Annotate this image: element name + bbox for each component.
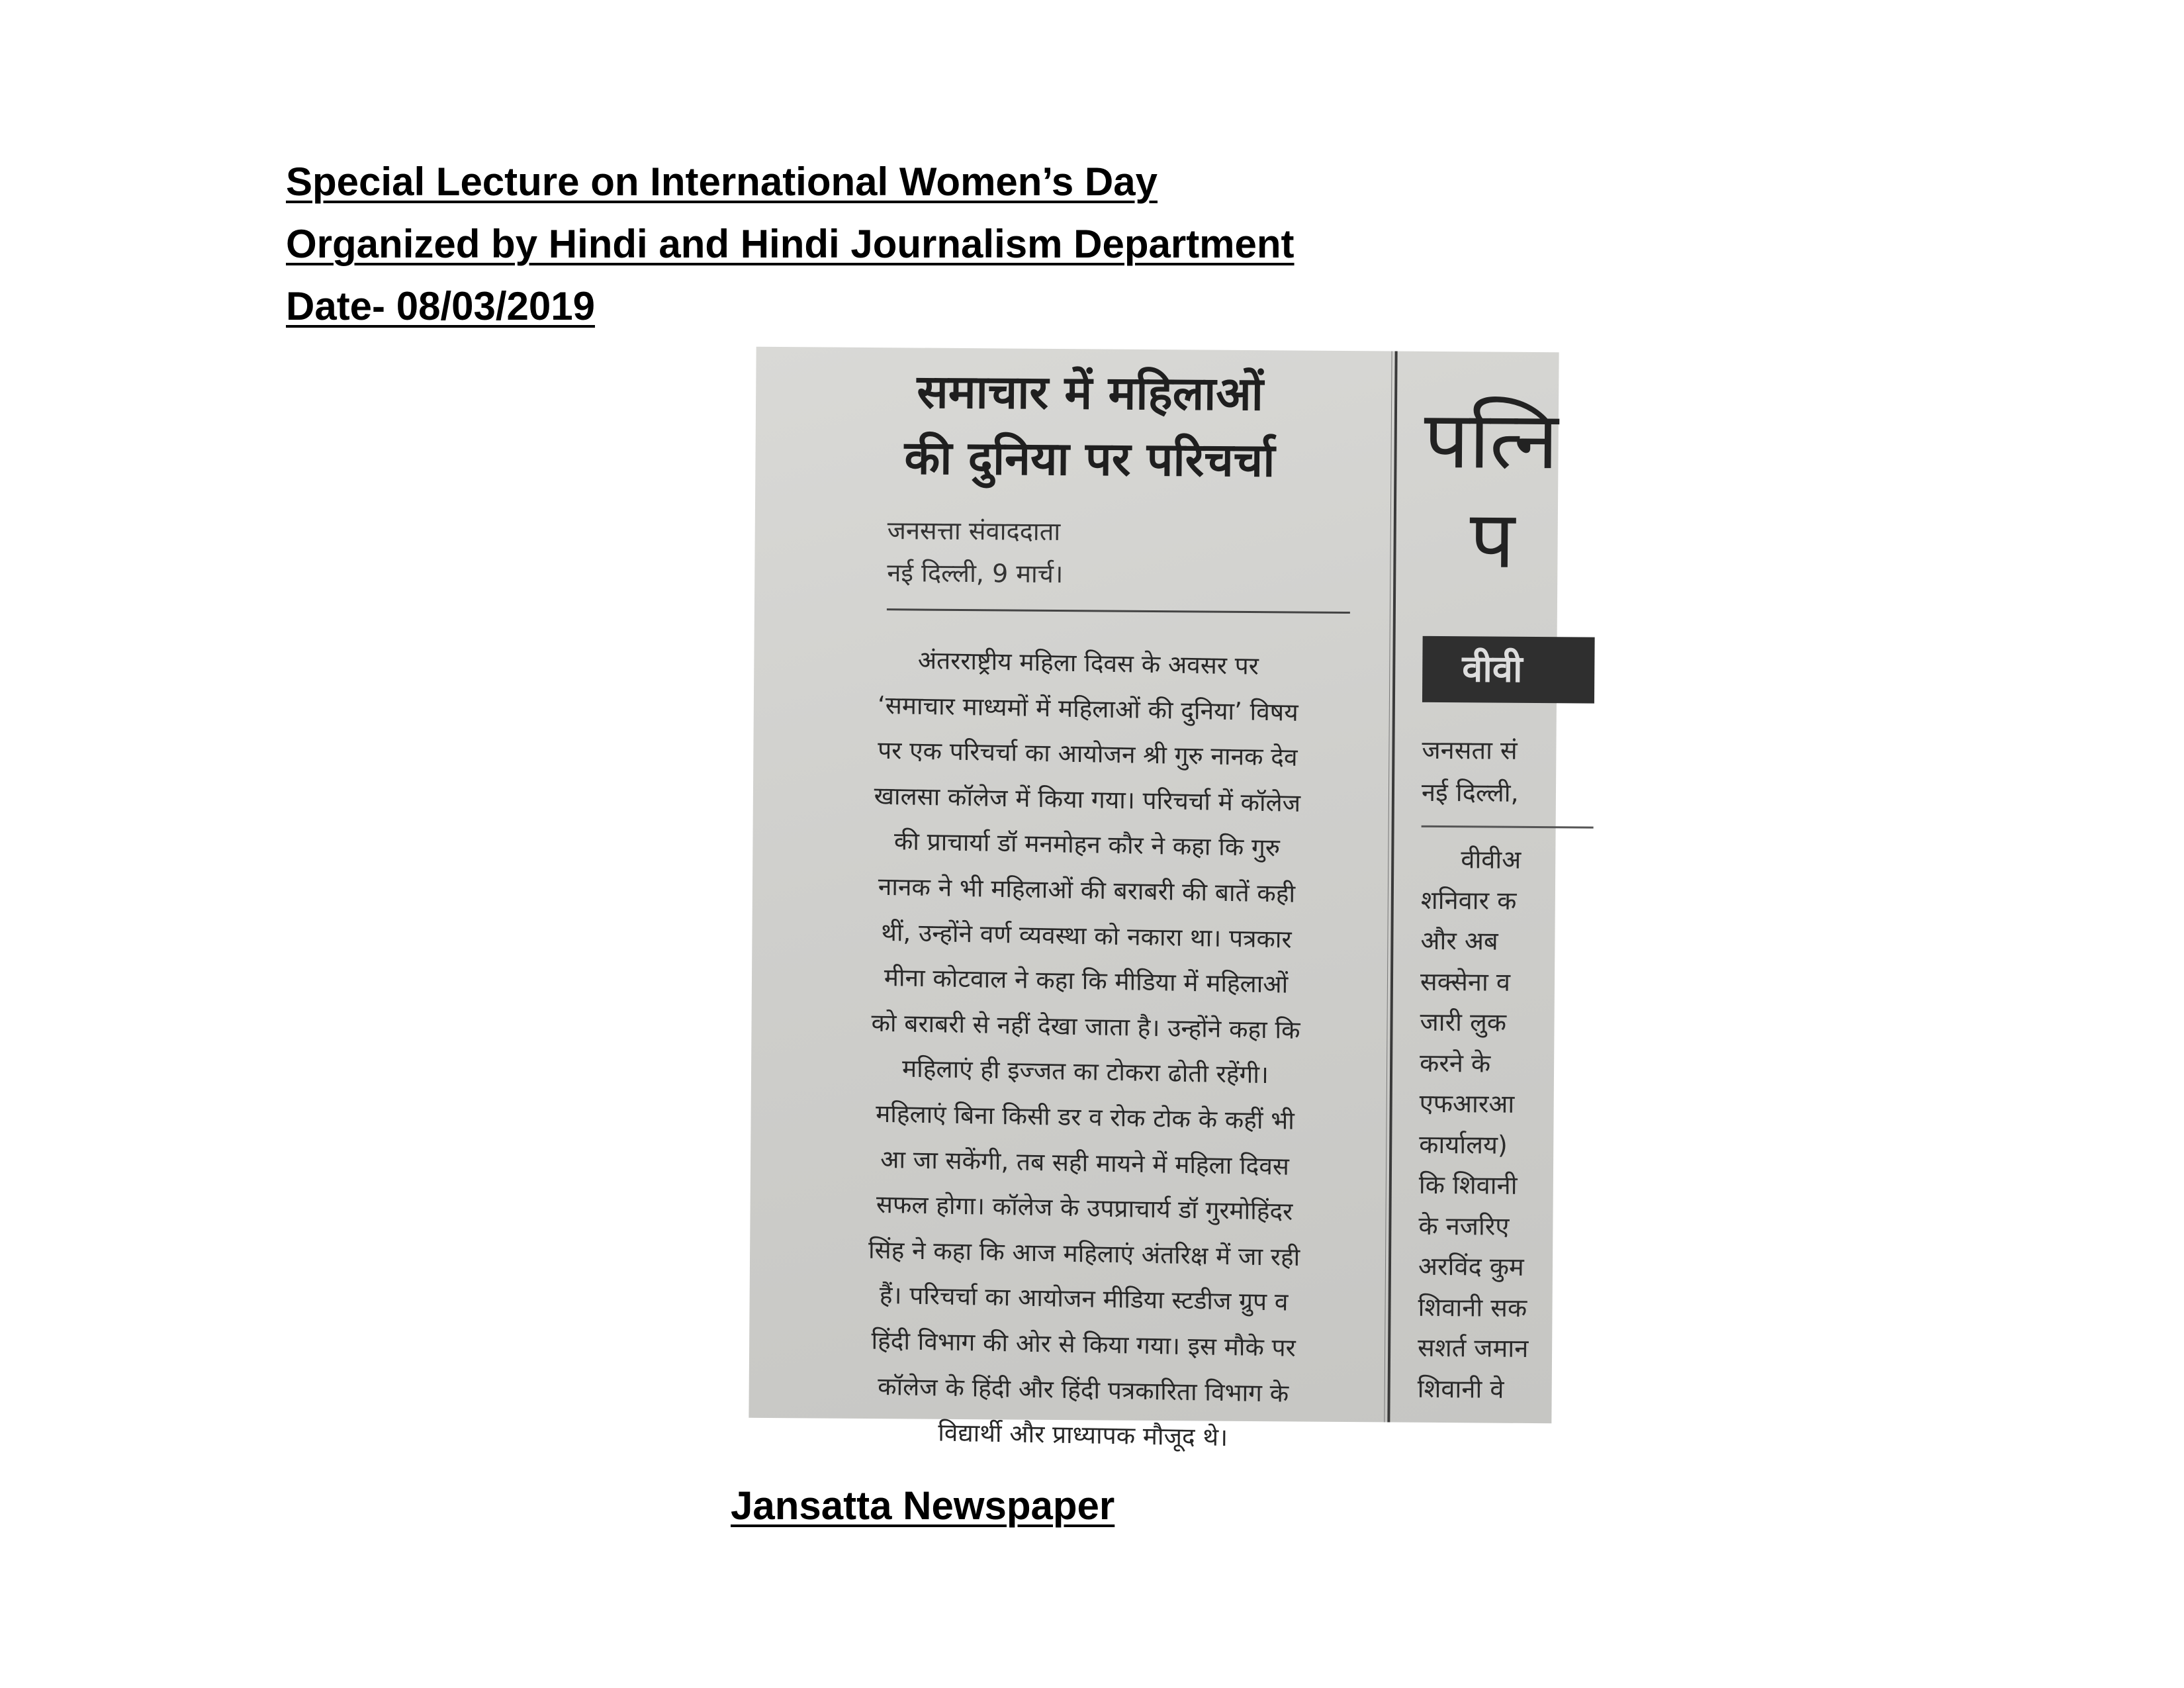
article-byline — [887, 509, 1371, 597]
body-line: ‘समाचार माध्यमों में महिलाओं की दुनिया’ विषय — [877, 690, 1298, 727]
adjacent-byline-reporter: जनसता सं — [1422, 735, 1518, 765]
byline-divider — [887, 608, 1350, 614]
byline-dateline: नई दिल्ली, 9 मार्च। — [887, 558, 1064, 589]
adjacent-body-line: शनिवार क — [1420, 885, 1517, 915]
body-line: आ जा सकेंगी, तब सही मायने में महिला दिवस — [880, 1145, 1290, 1181]
adjacent-headline-2: प — [1469, 494, 1516, 586]
body-line: मीना कोटवाल ने कहा कि मीडिया में महिलाओं — [884, 963, 1289, 999]
adjacent-body-line: के नजरिए — [1418, 1211, 1510, 1241]
body-line: महिलाएं बिना किसी डर व रोक टोक के कहीं भी — [876, 1099, 1295, 1135]
adjacent-body — [1417, 839, 1593, 1411]
body-line: अंतरराष्ट्रीय महिला दिवस के अवसर पर — [917, 645, 1259, 680]
adjacent-body-line: सक्सेना व — [1420, 966, 1511, 997]
event-date: Date- 08/03/2019 — [286, 284, 595, 328]
article-column — [801, 347, 1371, 1452]
body-line: कॉलेज के हिंदी और हिंदी पत्रकारिता विभाग के — [878, 1372, 1289, 1408]
organizer-line: Organized by Hindi and Hindi Journalism Department — [286, 222, 1295, 266]
body-line: नानक ने भी महिलाओं की बराबरी की बातें कही — [878, 872, 1296, 908]
body-line: खालसा कॉलेज में किया गया। परिचर्चा में कॉलेज — [874, 781, 1301, 818]
adjacent-body-line: शिवानी सक — [1418, 1292, 1527, 1323]
newspaper-clipping — [749, 347, 1559, 1452]
body-line: विद्यार्थी और प्राध्यापक मौजूद थे। — [938, 1418, 1228, 1452]
byline-reporter: जनसत्ता संवाददाता — [887, 516, 1061, 547]
body-line: पर एक परिचर्चा का आयोजन श्री गुरु नानक देव — [878, 735, 1298, 773]
body-line: थीं, उन्होंने वर्ण व्यवस्था को नकारा था। पत्रकार — [881, 917, 1292, 954]
article-body — [801, 636, 1370, 1463]
adjacent-divider — [1422, 825, 1594, 829]
adjacent-body-line: करने के — [1419, 1048, 1491, 1078]
body-line: सफल होगा। कॉलेज के उपप्राचार्य डॉ गुरमोहिंदर — [876, 1190, 1293, 1226]
adjacent-badge: वीवी — [1422, 636, 1595, 704]
adjacent-body-line: और अब — [1420, 925, 1498, 956]
adjacent-headline-1: पत्नि — [1424, 394, 1559, 488]
headline-line-1: समाचार में महिलाओं — [917, 364, 1264, 422]
adjacent-body-line: कि शिवानी — [1418, 1170, 1518, 1200]
clipping-caption: Jansatta Newspaper — [731, 1483, 1115, 1528]
body-line: महिलाएं ही इज्जत का टोकरा ढोती रहेंगी। — [901, 1054, 1269, 1090]
adjacent-body-line: एफआरआ — [1419, 1088, 1515, 1119]
body-line: हैं। परिचर्चा का आयोजन मीडिया स्टडीज ग्रुप व — [879, 1281, 1289, 1317]
adjacent-body-line: वीवीअ — [1461, 845, 1522, 874]
event-title: Special Lecture on International Women’s Day — [286, 160, 1158, 204]
body-line: हिंदी विभाग की ओर से किया गया। इस मौके पर — [871, 1326, 1296, 1362]
body-line: की प्राचार्या डॉ मनमोहन कौर ने कहा कि गुरु — [893, 827, 1281, 863]
adjacent-byline — [1422, 729, 1594, 815]
adjacent-body-line: अरविंद कुम — [1418, 1251, 1524, 1282]
page-header — [286, 151, 1295, 338]
headline-line-2: की दुनिया पर परिचर्चा — [904, 430, 1275, 488]
adjacent-body-line: शिवानी वे — [1417, 1374, 1504, 1404]
body-line: सिंह ने कहा कि आज महिलाएं अंतरिक्ष में जा रही — [868, 1235, 1300, 1272]
adjacent-byline-dateline: नई दिल्ली, — [1421, 777, 1519, 808]
adjacent-column — [1417, 352, 1596, 1424]
body-line: को बराबरी से नहीं देखा जाता है। उन्होंने कहा कि — [871, 1008, 1300, 1045]
article-headline — [808, 357, 1371, 494]
column-divider — [1387, 352, 1397, 1423]
adjacent-body-line: सशर्त जमान — [1417, 1333, 1529, 1363]
adjacent-body-line: कार्यालय) — [1419, 1129, 1508, 1160]
adjacent-body-line: जारी लुक — [1420, 1007, 1507, 1037]
